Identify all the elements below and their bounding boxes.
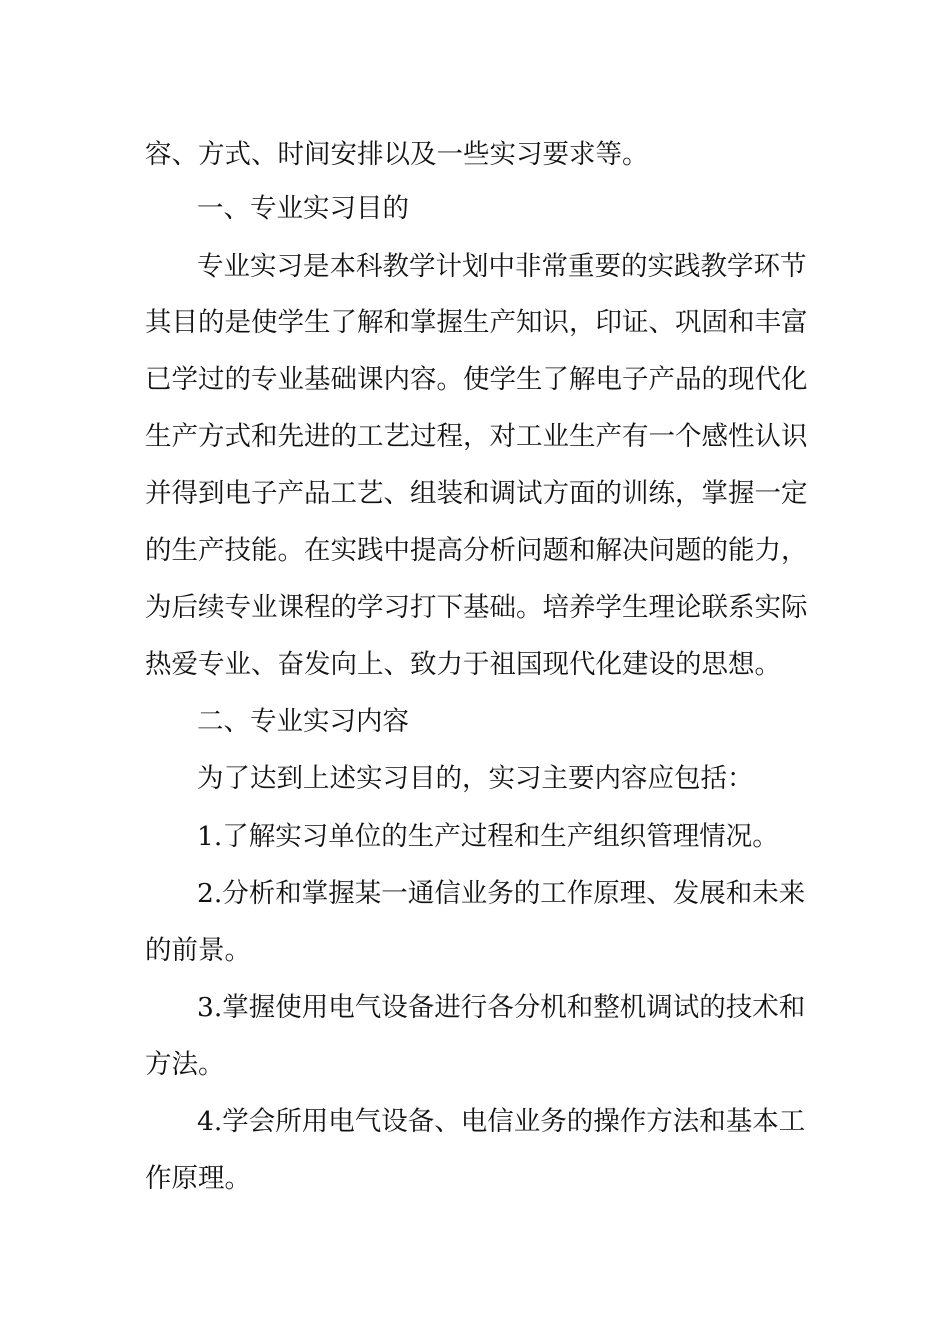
list-item: 4.学会所用电气设备、电信业务的操作方法和基本工: [197, 1106, 806, 1137]
paragraph-line: 的生产技能。在实践中提高分析问题和解决问题的能力，: [145, 535, 808, 566]
list-item-continuation: 方法。: [145, 1049, 225, 1080]
paragraph-line: 热爱专业、奋发向上、致力于祖国现代化建设的思想。: [145, 649, 781, 680]
section-heading: 一、专业实习目的: [197, 193, 409, 224]
paragraph-line: 专业实习是本科教学计划中非常重要的实践教学环节: [197, 251, 807, 282]
list-item: 2.分析和掌握某一通信业务的工作原理、发展和未来: [197, 878, 806, 909]
list-item-continuation: 的前景。: [145, 935, 251, 966]
paragraph-line: 已学过的专业基础课内容。使学生了解电子产品的现代化: [145, 364, 808, 395]
paragraph-line: 容、方式、时间安排以及一些实习要求等。: [145, 139, 649, 170]
paragraph-line: 并得到电子产品工艺、组装和调试方面的训练，掌握一定: [145, 478, 808, 509]
list-item: 3.掌握使用电气设备进行各分机和整机调试的技术和: [197, 992, 806, 1023]
list-item: 1.了解实习单位的生产过程和生产组织管理情况。: [197, 821, 779, 852]
paragraph-line: 为了达到上述实习目的，实习主要内容应包括：: [197, 763, 754, 794]
paragraph-line: 生产方式和先进的工艺过程，对工业生产有一个感性认识: [145, 421, 808, 452]
paragraph-line: 为后续专业课程的学习打下基础。培养学生理论联系实际: [145, 592, 808, 623]
list-item-continuation: 作原理。: [145, 1163, 251, 1194]
paragraph-line: 其目的是使学生了解和掌握生产知识，印证、巩固和丰富: [145, 307, 808, 338]
section-heading: 二、专业实习内容: [197, 706, 409, 737]
